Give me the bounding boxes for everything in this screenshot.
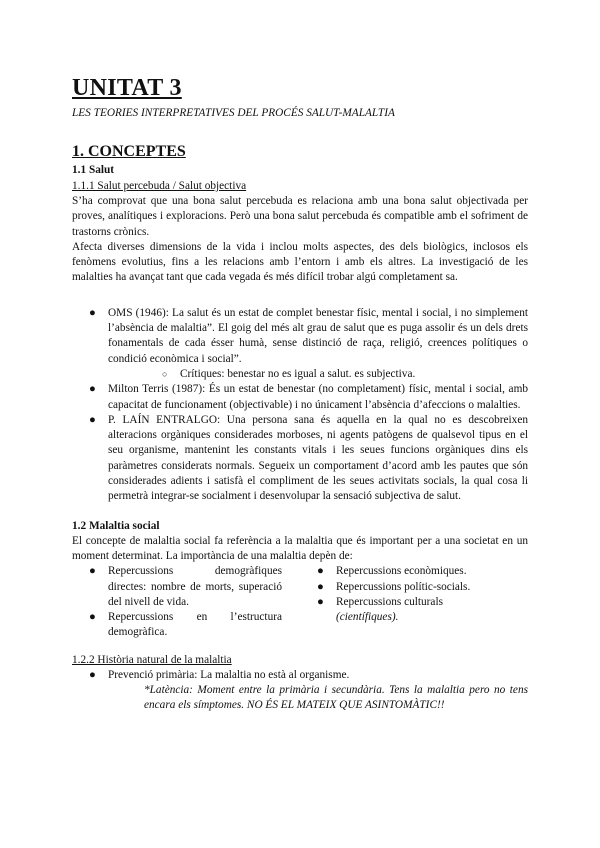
bullet-icon: ●: [89, 565, 96, 578]
list-item: [72, 610, 300, 641]
list-item-lain-entralgo: [72, 413, 528, 505]
list-item-terris: [72, 382, 528, 413]
section-historia-natural: [72, 653, 528, 714]
repercussions-right-list: [300, 564, 528, 640]
paragraph-dimensions: Afecta diverses dimensions de la vida i inclou molts aspectes, des dels biològics, inclosos els fenòmens evolutius, fins a les relacions amb l’entorn i amb els altres. La investigació de les malalties ha avançat tant que cada vegada és més difícil trobar algú completament sa.: [72, 240, 528, 284]
section-malaltia-social: [72, 519, 528, 641]
list-item-text: Repercussions econòmiques.: [336, 565, 467, 578]
document-page: [72, 74, 528, 714]
repercussions-columns: [72, 564, 528, 640]
list-item-text: Prevenció primària: La malaltia no està al organisme.: [108, 668, 350, 681]
bullet-icon: ●: [317, 580, 324, 593]
list-item: [300, 580, 528, 595]
paragraph-malaltia-social: El concepte de malaltia social fa referència a la malaltia que és important per a una societat en un moment determinat. La importància de una malaltia depèn de:: [72, 534, 528, 562]
latencia-note: *Latència: Moment entre la primària i secundària. Tens la malaltia pero no tens encara els símptomes. NO ÉS EL MATEIX QUE ASINTOMÀTIC!!: [144, 684, 528, 712]
list-item-text: Repercussions polític-socials.: [336, 580, 471, 593]
list-item-text: Milton Terris (1987): És un estat de benestar (no completament) físic, mental i social, amb capacitat de funcionament (objectivable) i no únicament l’absència d’afeccions o malalties.: [108, 383, 528, 411]
bullet-icon: ●: [89, 413, 96, 426]
repercussions-left-list: [72, 564, 300, 640]
list-item-critiques: [108, 367, 528, 382]
section-heading-conceptes: 1. CONCEPTES: [72, 143, 186, 160]
bullet-icon: ●: [89, 306, 96, 319]
list-item: [72, 564, 300, 610]
bullet-icon: ●: [317, 595, 324, 608]
list-item-text: P. LAÍN ENTRALGO: Una persona sana és aquella en la qual no es descobreixen alteracions orgàniques considerades morboses, ni agents patògens de qualsevol tipus en el seu organisme, mantenint les constants vitals i les seues funcions orgàniques dins els paràmetres considerats normals. Segueix un comportament d’acord amb les pautes que són considerades adients i satisfà el compliment de les seues activitats socials, la qual cosa li permetrà integrar-se socialment i desenvolupar la sensació subjectiva de salut.: [108, 413, 528, 503]
bullet-icon: ●: [89, 611, 96, 624]
paragraph-salut-percebuda: S’ha comprovat que una bona salut percebuda es relaciona amb una bona salut objectivada per proves, analítiques i exploracions. Però una bona salut percebuda és compatible amb el sofriment de trastorns crònics.: [72, 195, 528, 238]
hollow-bullet-icon: ○: [162, 368, 168, 379]
unit-title: UNITAT 3: [72, 75, 182, 101]
list-item-oms: [72, 306, 528, 382]
list-item: [300, 595, 528, 626]
list-item-text: Repercussions culturals: [336, 595, 443, 608]
list-item: [300, 564, 528, 579]
list-item-text: Crítiques: benestar no es igual a salut. es subjectiva.: [180, 367, 416, 380]
subheading-salut: 1.1 Salut: [72, 164, 115, 176]
bullet-icon: ●: [89, 383, 96, 396]
list-item-note: (científiques).: [336, 611, 399, 624]
subsubheading-salut-percebuda: 1.1.1 Salut percebuda / Salut objectiva: [72, 180, 247, 192]
bullet-icon: ●: [317, 565, 324, 578]
list-item-text: Repercussions demogràfiques directes: nombre de morts, superació del nivell de vida.: [108, 565, 282, 608]
bullet-icon: ●: [89, 668, 96, 681]
subsubheading-historia-natural: 1.2.2 Història natural de la malaltia: [72, 653, 232, 666]
subheading-malaltia-social: 1.2 Malaltia social: [72, 519, 160, 532]
list-item-text: OMS (1946): La salut és un estat de complet benestar físic, mental i social, i no simplement l’absència de malaltia”. El goig del més alt grau de salut que es puga assolir és un dels drets fonamentals de cada ésser humà, sense distinció de raça, religió, creences polítiques o condició econòmica i social”.: [108, 306, 528, 365]
definitions-list: [72, 306, 528, 505]
list-item-text: Repercussions en l’estructura demogràfica.: [108, 611, 282, 639]
unit-subtitle: LES TEORIES INTERPRETATIVES DEL PROCÉS SALUT-MALALTIA: [72, 107, 395, 119]
sub-list: [108, 367, 528, 382]
list-item-prevencio: [72, 668, 528, 683]
